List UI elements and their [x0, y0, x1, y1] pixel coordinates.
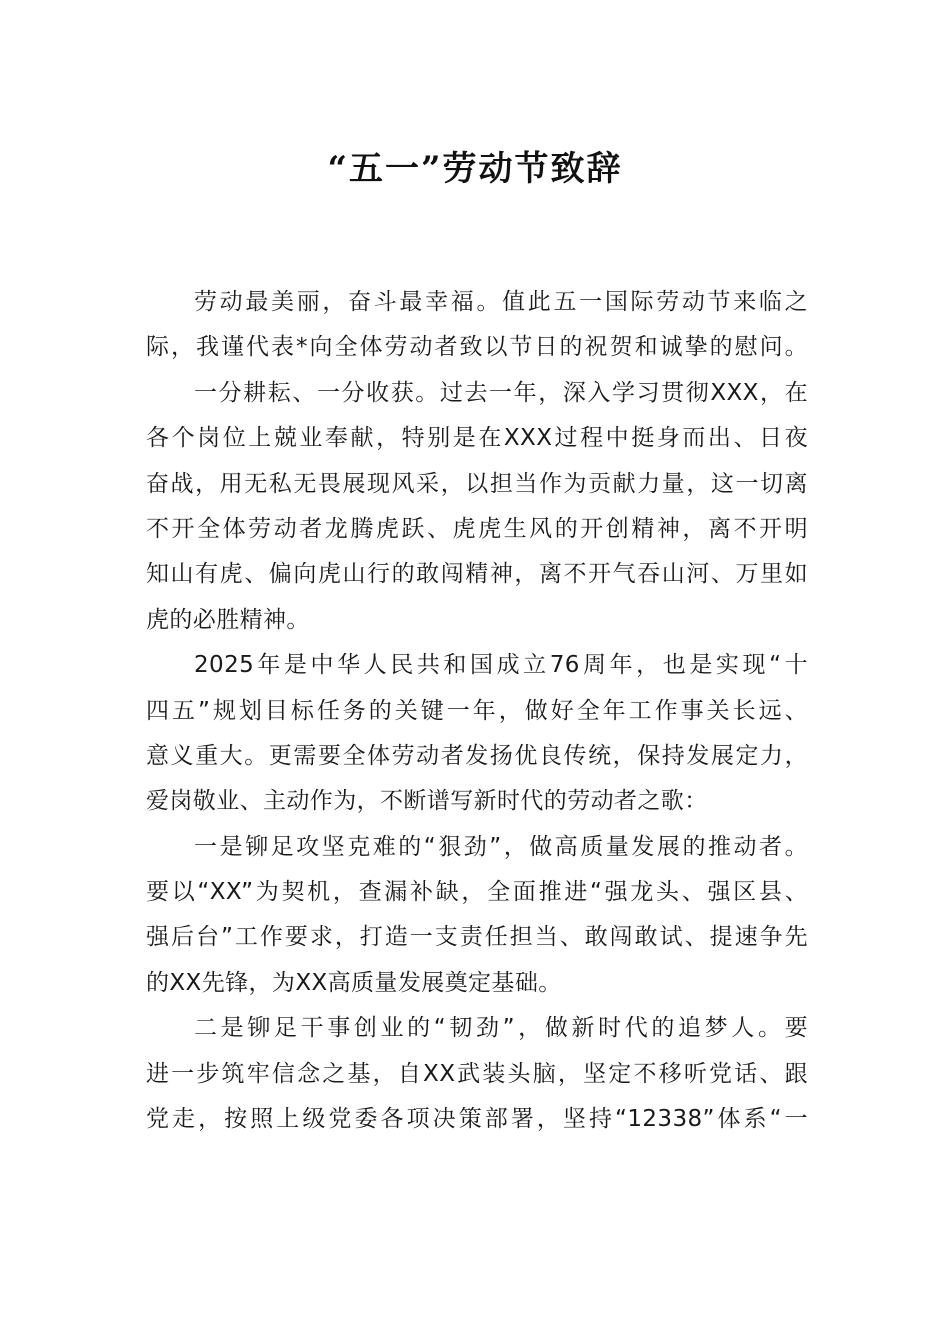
text-line: 劳动最美丽，奋斗最幸福。值此五一国际劳动节来临之 [194, 289, 808, 315]
text-line: 一是铆足攻坚克难的“狠劲”，做高质量发展的推动者。 [194, 833, 808, 860]
text-line: 要以“XX”为契机，查漏补缺，全面推进“强龙头、强区县、 [146, 879, 808, 906]
text-line: 意义重大。更需要全体劳动者发扬优良传统，保持发展定力， [146, 742, 808, 769]
text-line: 2025年是中华人民共和国成立76周年，也是实现“十 [194, 652, 808, 679]
text-line: 的XX先锋，为XX高质量发展奠定基础。 [146, 969, 562, 996]
text-line: 四五”规划目标任务的关键一年，做好全年工作事关长远、 [146, 697, 808, 724]
text-line: 一分耕耘、一分收获。过去一年，深入学习贯彻XXX，在 [194, 379, 808, 406]
text-line: 际，我谨代表*向全体劳动者致以节日的祝贺和诚挚的慰问。 [146, 334, 808, 361]
text-line: 不开全体劳动者龙腾虎跃、虎虎生风的开创精神，离不开明 [146, 515, 808, 542]
document-title: “五一”劳动节致辞 [327, 149, 623, 189]
text-line: 进一步筑牢信念之基，自XX武装头脑，坚定不移听党话、跟 [146, 1060, 808, 1087]
text-line: 二是铆足干事创业的“韧劲”，做新时代的追梦人。要 [194, 1015, 808, 1042]
document-body [146, 280, 808, 1142]
text-line: 党走，按照上级党委各项决策部署，坚持“12338”体系“一 [146, 1106, 808, 1133]
text-line: 知山有虎、偏向虎山行的敢闯精神，离不开气吞山河、万里如 [146, 561, 808, 588]
text-line: 虎的必胜精神。 [146, 606, 310, 633]
text-line: 奋战，用无私无畏展现风采，以担当作为贡献力量，这一切离 [146, 470, 808, 497]
text-line: 爱岗敬业、主动作为，不断谱写新时代的劳动者之歌： [146, 788, 708, 815]
text-line: 强后台”工作要求，打造一支责任担当、敢闯敢试、提速争先 [146, 924, 808, 951]
text-line: 各个岗位上兢业奉献，特别是在XXX过程中挺身而出、日夜 [146, 425, 808, 452]
